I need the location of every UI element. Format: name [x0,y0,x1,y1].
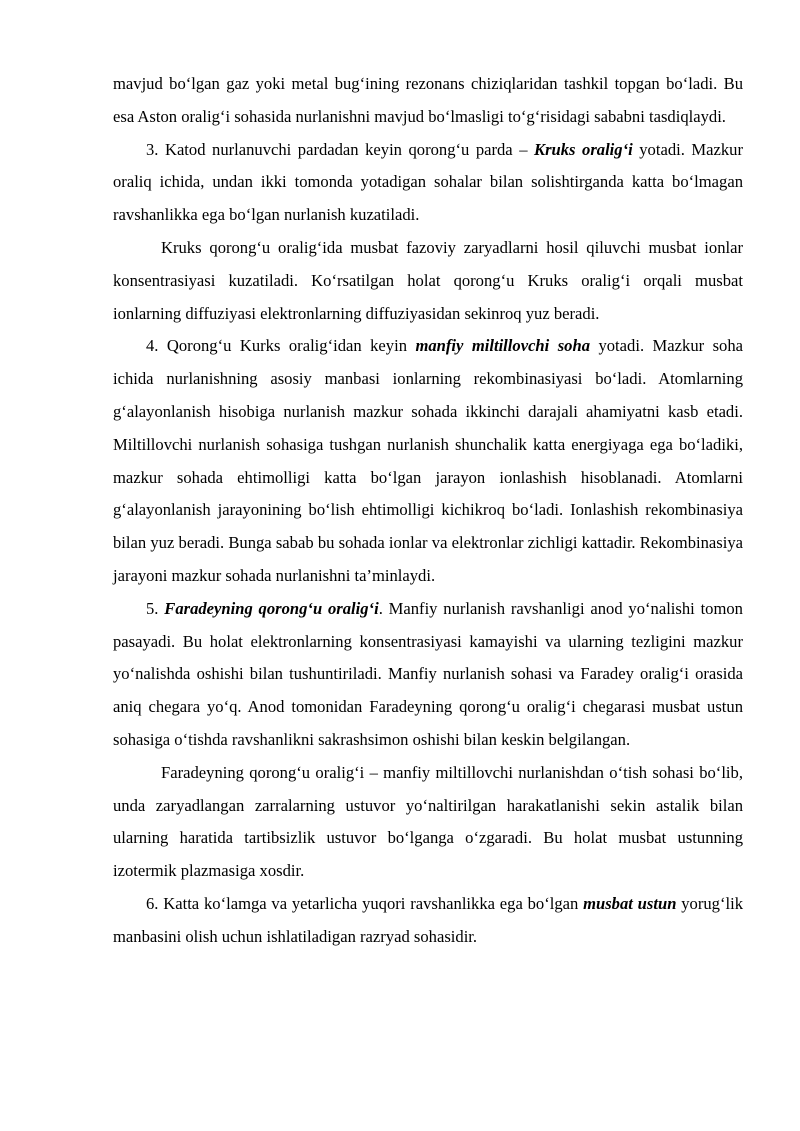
paragraph-text: yorug‘lik manbasini olish uchun ishlatiladigan razryad sohasidir. [113,893,744,946]
paragraph-item-3 [113,134,743,232]
paragraph-text: 6. Katta ko‘lamga va yetarlicha yuqori ravshanlikka ega bo‘lgan [146,893,584,913]
paragraph-text: Faradeyning qorong‘u oralig‘i – manfiy miltillovchi nurlanishdan o‘tish sohasi bo‘lib, unda zaryadlangan zarralarning ustuvor yo‘naltirilgan harakatlanishi sekin astalik bilan ularning haratida tartibsizlik ustuvor bo‘lganga o‘zgaradi. Bu holat musbat ustunning izotermik plazmasiga xosdir. [113,762,743,881]
paragraph-text: Kruks qorong‘u oralig‘ida musbat fazoviy zaryadlarni hosil qiluvchi musbat ionlar konsentrasiyasi kuzatiladi. Ko‘rsatilgan holat qorong‘u Kruks oralig‘i orqali musbat ionlarning diffuziyasi elektronlarning diffuziyasidan sekinroq yuz beradi. [113,237,743,323]
paragraph-continuation [113,68,743,134]
term-faradey-oraligi: Faradeyning qorong‘u oralig‘i [164,598,379,618]
paragraph-text: yotadi. Mazkur oraliq ichida, undan ikki tomonda yotadigan sohalar bilan solishtirganda katta bo‘lmagan ravshanlikka ega bo‘lgan nurlanish kuzatiladi. [113,139,743,225]
document-page [113,68,743,954]
paragraph-faradey-detail [113,757,743,888]
paragraph-item-5 [113,593,743,757]
paragraph-text: yotadi. Mazkur soha ichida nurlanishning asosiy manbasi ionlarning rekombinasiyasi bo‘ladi. Atomlarning g‘alayonlanish hisobiga nurlanish mazkur sohada ikkinchi darajali ahamiyatni kasb etadi. Miltillovchi nurlanish sohasiga tushgan nurlanish shunchalik katta energiyaga ega bo‘ladiki, mazkur sohada ehtimolligi katta bo‘lgan jarayon ionlashish hisoblanadi. Atomlarni g‘alayonlanish jarayonining bo‘lish ehtimolligi kichikroq bo‘ladi. Ionlashish rekombinasiya bilan yuz beradi. Bunga sabab bu sohada ionlar va elektronlar zichligi kattadir. Rekombinasiya jarayoni mazkur sohada nurlanishni ta’minlaydi. [113,336,744,585]
term-manfiy-miltillovchi-soha: manfiy miltillovchi soha [415,336,591,356]
paragraph-kruks-detail [113,232,743,330]
paragraph-text: 3. Katod nurlanuvchi pardadan keyin qorong‘u parda – [146,139,534,159]
paragraph-item-4 [113,330,743,592]
paragraph-item-6 [113,888,743,954]
paragraph-text: 4. Qorong‘u Kurks oralig‘idan keyin [146,336,416,356]
paragraph-text: . Manfiy nurlanish ravshanligi anod yo‘nalishi tomon pasayadi. Bu holat elektronlarning konsentrasiyasi kamayishi va ularning tezligini mazkur yo‘nalishda oshishi bilan tushuntiriladi. Manfiy nurlanish sohasi va Faradey oralig‘i orasida aniq chegara yo‘q. Anod tomonidan Faradeyning qorong‘u oralig‘i chegarasi musbat ustun sohasiga o‘tishda ravshanlikni sakrashsimon oshishi bilan keskin belgilangan. [113,598,743,749]
paragraph-text: 5. [146,598,165,618]
paragraph-text: mavjud bo‘lgan gaz yoki metal bug‘ining rezonans chiziqlaridan tashkil topgan bo‘ladi. Bu esa Aston oralig‘i sohasida nurlanishni mavjud bo‘lmasligi to‘g‘risidagi sababni tasdiqlaydi. [113,74,743,126]
term-kruks-oraligi: Kruks oralig‘i [534,139,633,159]
term-musbat-ustun: musbat ustun [583,893,677,913]
